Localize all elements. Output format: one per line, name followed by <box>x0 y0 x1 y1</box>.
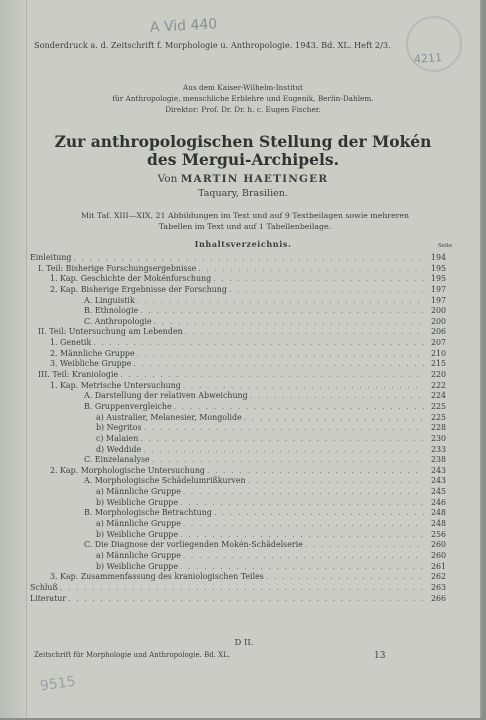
toc-entry-label: Einleitung <box>30 253 72 262</box>
toc-leader-dots <box>205 466 424 475</box>
toc-entry <box>30 530 446 541</box>
toc-entry <box>30 572 446 583</box>
article-title-line-1: Zur anthropologischen Stellung der Mokén <box>54 132 432 151</box>
toc-entry-label: Literatur <box>30 593 67 603</box>
toc-entry <box>30 455 446 466</box>
toc-entry-label: a) Männliche Gruppe <box>96 550 181 560</box>
table-of-contents <box>30 253 446 604</box>
toc-entry-label: 3. Weibliche Gruppe <box>50 359 132 369</box>
toc-leader-dots <box>141 445 424 454</box>
toc-entry-page: 266 <box>430 593 446 603</box>
toc-entry-label: a) Australier, Melanesier, Mongolide <box>96 412 242 422</box>
toc-entry-label: 1. Kap. Metrische Untersuchung <box>50 380 181 390</box>
toc-entry-page: 225 <box>430 401 446 411</box>
toc-leader-dots <box>181 551 424 560</box>
toc-entry-label: C. Einzelanalyse <box>84 455 150 465</box>
toc-entry-page: 233 <box>430 444 446 454</box>
sheet-number: 13 <box>374 651 386 661</box>
toc-entry-page: 260 <box>430 550 446 560</box>
toc-entry <box>30 253 446 264</box>
toc-entry-label: I. Teil: Bisherige Forschungsergebnisse <box>38 263 197 273</box>
toc-entry-page: 260 <box>430 540 446 550</box>
toc-entry <box>30 285 446 296</box>
toc-entry-label: C. Die Diagnose der vorliegenden Mokén-Schädelserie <box>84 540 303 550</box>
author-prefix: Von <box>157 173 178 185</box>
toc-entry <box>30 317 446 328</box>
toc-leader-dots <box>152 317 424 326</box>
toc-entry-page: 225 <box>430 412 446 422</box>
toc-leader-dots <box>150 455 424 464</box>
handwritten-bottom-note: 9515 <box>39 673 77 695</box>
toc-entry <box>30 413 446 424</box>
toc-entry-page: 256 <box>430 529 446 539</box>
toc-entry <box>30 423 446 434</box>
handwritten-catalog-note: A Vid 440 <box>149 16 218 36</box>
toc-leader-dots <box>138 306 424 315</box>
toc-entry <box>30 349 446 360</box>
toc-entry-page: 245 <box>430 487 446 497</box>
toc-leader-dots <box>303 540 424 549</box>
toc-entry-label: c) Malaien <box>96 433 139 443</box>
institute-line-1: Aus dem Kaiser-Wilhelm-Institut <box>183 83 303 92</box>
toc-page-column-label: Seite <box>438 243 453 249</box>
offprint-header <box>34 40 454 50</box>
toc-leader-dots <box>135 296 424 305</box>
toc-entry-page: 246 <box>430 497 446 507</box>
toc-entry-label: a) Männliche Gruppe <box>96 519 181 529</box>
toc-entry-label: II. Teil: Untersuchung am Lebenden <box>38 327 183 337</box>
toc-leader-dots <box>138 434 424 443</box>
toc-leader-dots <box>183 327 424 336</box>
author-name: MARTIN HAETINGER <box>180 173 329 185</box>
toc-entry-label: 1. Genetik <box>50 338 92 348</box>
toc-entry-page: 200 <box>430 316 446 326</box>
toc-leader-dots <box>172 402 424 411</box>
toc-entry-page: 238 <box>430 455 446 465</box>
toc-entry <box>30 402 446 413</box>
institute-line-3: Direktor: Prof. Dr. Dr. h. c. Eugen Fischer. <box>165 105 321 114</box>
toc-entry-page: 261 <box>430 561 446 571</box>
toc-entry <box>30 370 446 381</box>
toc-entry-label: A. Morphologische Schädelumrißkurven <box>84 476 246 486</box>
toc-leader-dots <box>135 349 424 358</box>
toc-leader-dots <box>118 370 424 379</box>
toc-entry <box>30 359 446 370</box>
plates-note-line-1: Mit Taf. XIII—XIX, 21 Abbildungen im Text und auf 9 Textbeilagen sowie mehreren <box>80 211 410 220</box>
toc-entry-label: A. Linguistik <box>84 295 135 305</box>
toc-entry <box>30 274 446 285</box>
author-line <box>0 172 482 186</box>
toc-entry-label: A. Darstellung der relativen Abweichung <box>84 391 248 401</box>
toc-entry-page: 220 <box>430 370 446 380</box>
toc-entry-label: B. Ethnologie <box>84 306 139 316</box>
toc-entry <box>30 508 446 519</box>
toc-entry <box>30 466 446 477</box>
toc-entry <box>30 487 446 498</box>
toc-entry-label: 2. Männliche Gruppe <box>50 348 135 358</box>
toc-entry-page: 224 <box>430 391 446 401</box>
toc-leader-dots <box>178 562 424 571</box>
toc-leader-dots <box>211 274 424 283</box>
toc-entry <box>30 434 446 445</box>
toc-entry-label: III. Teil: Kraniologie <box>38 370 119 380</box>
toc-entry-label: C. Anthropologie <box>84 316 152 326</box>
toc-entry <box>30 551 446 562</box>
toc-entry <box>30 381 446 392</box>
toc-entry-page: 195 <box>430 274 446 284</box>
article-title-line-2: des Mergui-Archipels. <box>147 150 339 169</box>
plates-note-line-2: Tabellen im Text und auf 1 Tabellenbeilage. <box>158 222 332 231</box>
toc-leader-dots <box>227 285 424 294</box>
footer-journal: Zeitschrift für Morphologie und Anthropologie. Bd. XL. <box>34 651 230 659</box>
toc-entry-label: 2. Kap. Bisherige Ergebnisse der Forschung <box>50 284 227 294</box>
toc-entry-label: b) Negritos <box>96 423 142 433</box>
toc-entry <box>30 264 446 275</box>
signature-mark: D II. <box>234 638 254 648</box>
toc-leader-dots <box>196 264 424 273</box>
toc-leader-dots <box>66 594 424 603</box>
toc-entry-page: 207 <box>430 338 446 348</box>
toc-entry-label: 3. Kap. Zusammenfassung des kraniologischen Teiles <box>50 572 264 582</box>
toc-entry-page: 215 <box>430 359 446 369</box>
toc-entry-page: 230 <box>430 433 446 443</box>
toc-entry-label: 1. Kap. Geschichte der Mokénforschung <box>50 274 212 284</box>
toc-entry-page: 197 <box>430 284 446 294</box>
toc-entry-label: a) Männliche Gruppe <box>96 487 181 497</box>
toc-leader-dots <box>71 253 424 262</box>
toc-entry <box>30 540 446 551</box>
toc-leader-dots <box>131 359 424 368</box>
toc-entry-page: 243 <box>430 465 446 475</box>
toc-entry <box>30 445 446 456</box>
toc-entry-label: B. Morphologische Betrachtung <box>84 508 212 518</box>
toc-leader-dots <box>91 338 424 347</box>
toc-leader-dots <box>242 413 424 422</box>
toc-leader-dots <box>178 498 424 507</box>
toc-entry <box>30 594 446 605</box>
toc-entry <box>30 338 446 349</box>
toc-entry-page: 262 <box>430 572 446 582</box>
toc-leader-dots <box>181 487 424 496</box>
toc-entry-page: 206 <box>430 327 446 337</box>
toc-entry-page: 197 <box>430 295 446 305</box>
offprint-header-text: Sonderdruck a. d. Zeitschrift f. Morphologie u. Anthropologie. 1943. Bd. XL. Heft 2/3. <box>34 40 391 50</box>
toc-entry-page: 248 <box>430 508 446 518</box>
toc-leader-dots <box>178 530 424 539</box>
toc-entry-label: 2. Kap. Morphologische Untersuchung <box>50 465 205 475</box>
toc-entry-page: 200 <box>430 306 446 316</box>
toc-entry <box>30 391 446 402</box>
toc-leader-dots <box>58 583 424 592</box>
toc-entry-label: b) Weibliche Gruppe <box>96 561 179 571</box>
toc-heading: Inhaltsverzeichnis. <box>194 239 292 249</box>
toc-entry <box>30 583 446 594</box>
toc-entry-page: 195 <box>430 263 446 273</box>
toc-entry-label: b) Weibliche Gruppe <box>96 529 179 539</box>
toc-leader-dots <box>181 381 424 390</box>
toc-entry <box>30 296 446 307</box>
author-place: Taquary, Brasilien. <box>198 188 288 199</box>
toc-entry <box>30 476 446 487</box>
toc-entry <box>30 498 446 509</box>
toc-entry <box>30 519 446 530</box>
toc-entry-page: 243 <box>430 476 446 486</box>
toc-leader-dots <box>248 391 424 400</box>
toc-leader-dots <box>142 423 424 432</box>
toc-entry-label: B. Gruppenvergleiche <box>84 401 172 411</box>
toc-entry-label: Schluß <box>30 582 58 592</box>
toc-entry-label: b) Weibliche Gruppe <box>96 497 179 507</box>
toc-entry-page: 263 <box>430 582 446 592</box>
toc-entry-page: 248 <box>430 519 446 529</box>
toc-leader-dots <box>264 572 424 581</box>
handwritten-stamp-number: 4211 <box>413 51 443 66</box>
toc-entry-page: 228 <box>430 423 446 433</box>
toc-entry <box>30 327 446 338</box>
toc-entry-page: 222 <box>430 380 446 390</box>
toc-leader-dots <box>246 476 424 485</box>
toc-entry-page: 210 <box>430 348 446 358</box>
toc-entry-label: d) Weddide <box>96 444 142 454</box>
toc-leader-dots <box>181 519 424 528</box>
toc-entry <box>30 562 446 573</box>
toc-leader-dots <box>212 508 424 517</box>
toc-entry-page: 194 <box>430 253 446 262</box>
institute-line-2: für Anthropologie, menschliche Erblehre und Eugenik, Berlin-Dahlem. <box>112 94 374 103</box>
toc-entry <box>30 306 446 317</box>
